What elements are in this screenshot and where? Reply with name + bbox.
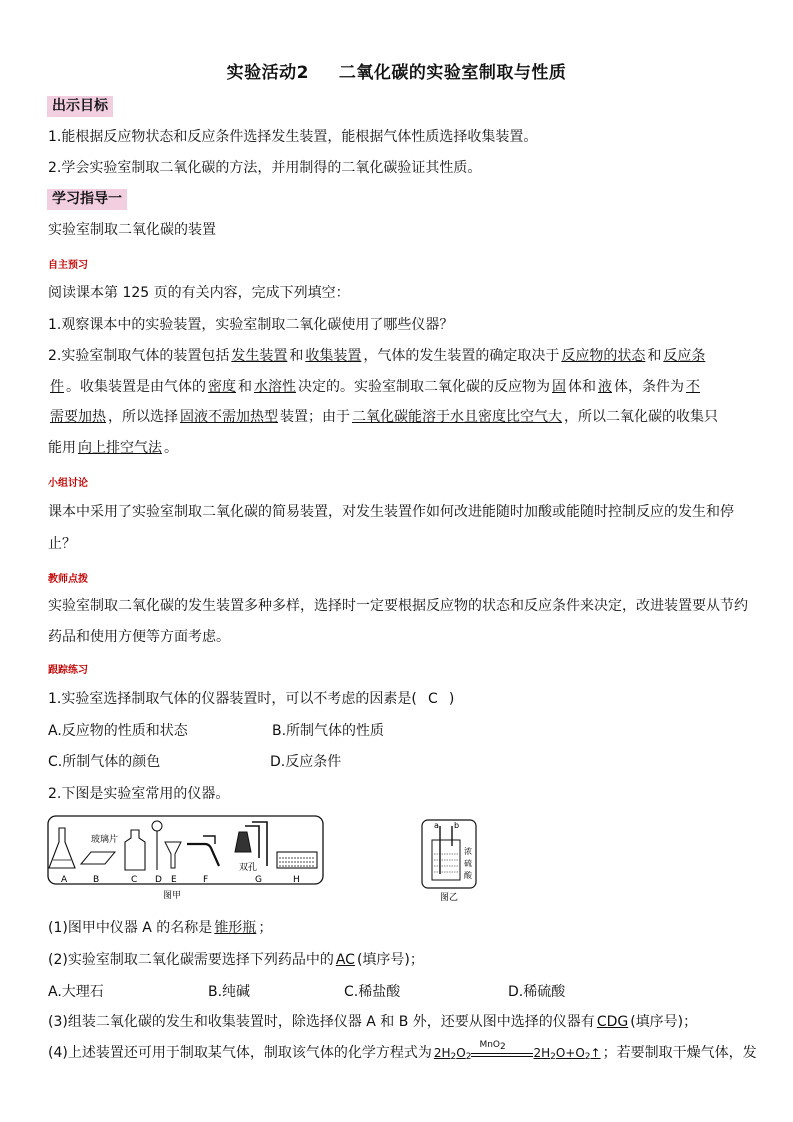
- sub-question-3: (3)组装二氧化碳的发生和收集装置时，除选择仪器 A 和 B 外，还要从图中选择的仪器有 CDG (填序号)；: [48, 1014, 698, 1030]
- goals-badge: 出示目标: [47, 96, 113, 117]
- sub-question-4: (4)上述装置还可用于制取某气体，制取该气体的化学方程式为 $2H_2O_2$ MnO2 $2H_2O+O_2↑$ ；若要制取干燥气体，发: [48, 1043, 748, 1067]
- svg-text:浓: 浓: [464, 847, 472, 856]
- discuss-line-2: 止？: [48, 536, 76, 552]
- read-instruction: 阅读课本第 125 页的有关内容，完成下列填空：: [48, 285, 350, 301]
- sub-question-2-option-b: B.纯碱: [208, 984, 251, 1000]
- figure-2-caption: 图乙: [440, 893, 459, 903]
- svg-text:B: B: [93, 875, 100, 885]
- sub-question-2: (2)实验室制取二氧化碳需要选择下列药品中的 AC (填序号)；: [48, 952, 424, 968]
- practice-2: 2.下图是实验室常用的仪器。: [48, 786, 230, 802]
- figure-frame: [48, 816, 323, 884]
- practice-head: 跟踪练习: [48, 665, 88, 676]
- title-activity: 实验活动2: [226, 63, 309, 83]
- sub-question-2-option-c: C.稀盐酸: [344, 984, 401, 1000]
- sub-question-2-option-a: A.大理石: [48, 984, 104, 1000]
- discuss-head: 小组讨论: [48, 478, 88, 489]
- practice-1-option-c: C.所制气体的颜色: [48, 754, 161, 770]
- svg-text:C: C: [131, 875, 138, 885]
- teacher-line-2: 药品和使用方便等方面考虑。: [48, 629, 230, 645]
- practice-1-option-b: B.所制气体的性质: [272, 723, 385, 739]
- teacher-line-1: 实验室制取二氧化碳的发生装置多种多样，选择时一定要根据反应物的状态和反应条件来决定，改进装置要从节约: [48, 598, 748, 614]
- double-hole-stopper-icon: [235, 832, 251, 852]
- page-title: [0, 58, 793, 83]
- practice-1: 1.实验室选择制取气体的仪器装置时，可以不考虑的因素是( C ): [48, 691, 455, 707]
- tube-a-label: a: [434, 821, 439, 830]
- figure-apparatus: [47, 814, 327, 904]
- double-hole-label: 双孔: [239, 863, 258, 873]
- question-2-line-4: 能用 向上排空气法 。: [48, 440, 178, 456]
- conical-flask-icon: [49, 828, 75, 868]
- svg-text:D: D: [155, 875, 162, 885]
- question-1: 1.观察课本中的实验装置，实验室制取二氧化碳使用了哪些仪器？: [48, 317, 454, 333]
- goal-2: 2.学会实验室制取二氧化碳的方法，并用制得的二氧化碳验证其性质。: [48, 160, 482, 176]
- svg-text:酸: 酸: [464, 871, 472, 880]
- guide-title: 实验室制取二氧化碳的装置: [48, 222, 216, 238]
- svg-text:硫: 硫: [464, 859, 472, 868]
- practice-1-answer: C: [427, 691, 438, 707]
- svg-text:G: G: [255, 875, 262, 885]
- question-2-line-1: 2.实验室制取气体的装置包括 发生装置 和 收集装置 ，气体的发生装置的确定取决于 反应物的状态 和 反应条: [48, 348, 706, 364]
- svg-text:F: F: [203, 875, 209, 885]
- glass-slide-label: 玻璃片: [91, 835, 119, 845]
- funnel-icon: [165, 842, 181, 868]
- drying-bottle-icon: [432, 840, 460, 880]
- goal-1: 1.能根据反应物状态和反应条件选择发生装置，能根据气体性质选择收集装置。: [48, 129, 538, 145]
- water-trough-icon: [277, 852, 317, 868]
- figure-drying-bottle: [420, 816, 480, 906]
- svg-text:H: H: [293, 875, 300, 885]
- glass-slide-icon: [81, 852, 115, 864]
- gas-bottle-icon: [125, 830, 145, 870]
- practice-1-option-a: A.反应物的性质和状态: [48, 723, 188, 739]
- teacher-head: 教师点拨: [48, 574, 88, 585]
- question-2-line-2: 件 。收集装置是由气体的 密度 和 水溶性 决定的。实验室制取二氧化碳的反应物为 固 体和 液 体，条件为 不: [50, 379, 700, 395]
- chemical-equation: $2H_2O_2$ MnO2 $2H_2O+O_2↑$: [433, 1040, 601, 1062]
- svg-text:A: A: [61, 875, 68, 885]
- sub-question-1: (1)图甲中仪器 A 的名称是 锥形瓶 ；: [48, 920, 273, 936]
- sub-question-2-option-d: D.稀硫酸: [508, 984, 566, 1000]
- practice-1-option-d: D.反应条件: [270, 754, 342, 770]
- tube-b-label: b: [454, 821, 460, 830]
- question-2-line-3: 需要加热 ，所以选择 固液不需加热型 装置；由于 二氧化碳能溶于水且密度比空气大 ，所以二氧化碳的收集只: [50, 409, 718, 425]
- discuss-line-1: 课本中采用了实验室制取二氧化碳的简易装置，对发生装置作如何改进能随时加酸或能随时控制反应的发生和停: [48, 504, 734, 520]
- bent-tube-icon: [187, 844, 219, 866]
- svg-text:E: E: [171, 875, 177, 885]
- title-topic: 二氧化碳的实验室制取与性质: [338, 63, 567, 83]
- preview-head: 自主预习: [48, 260, 88, 271]
- guide-badge: 学习指导一: [47, 189, 127, 210]
- figure-1-caption: 图甲: [163, 891, 182, 901]
